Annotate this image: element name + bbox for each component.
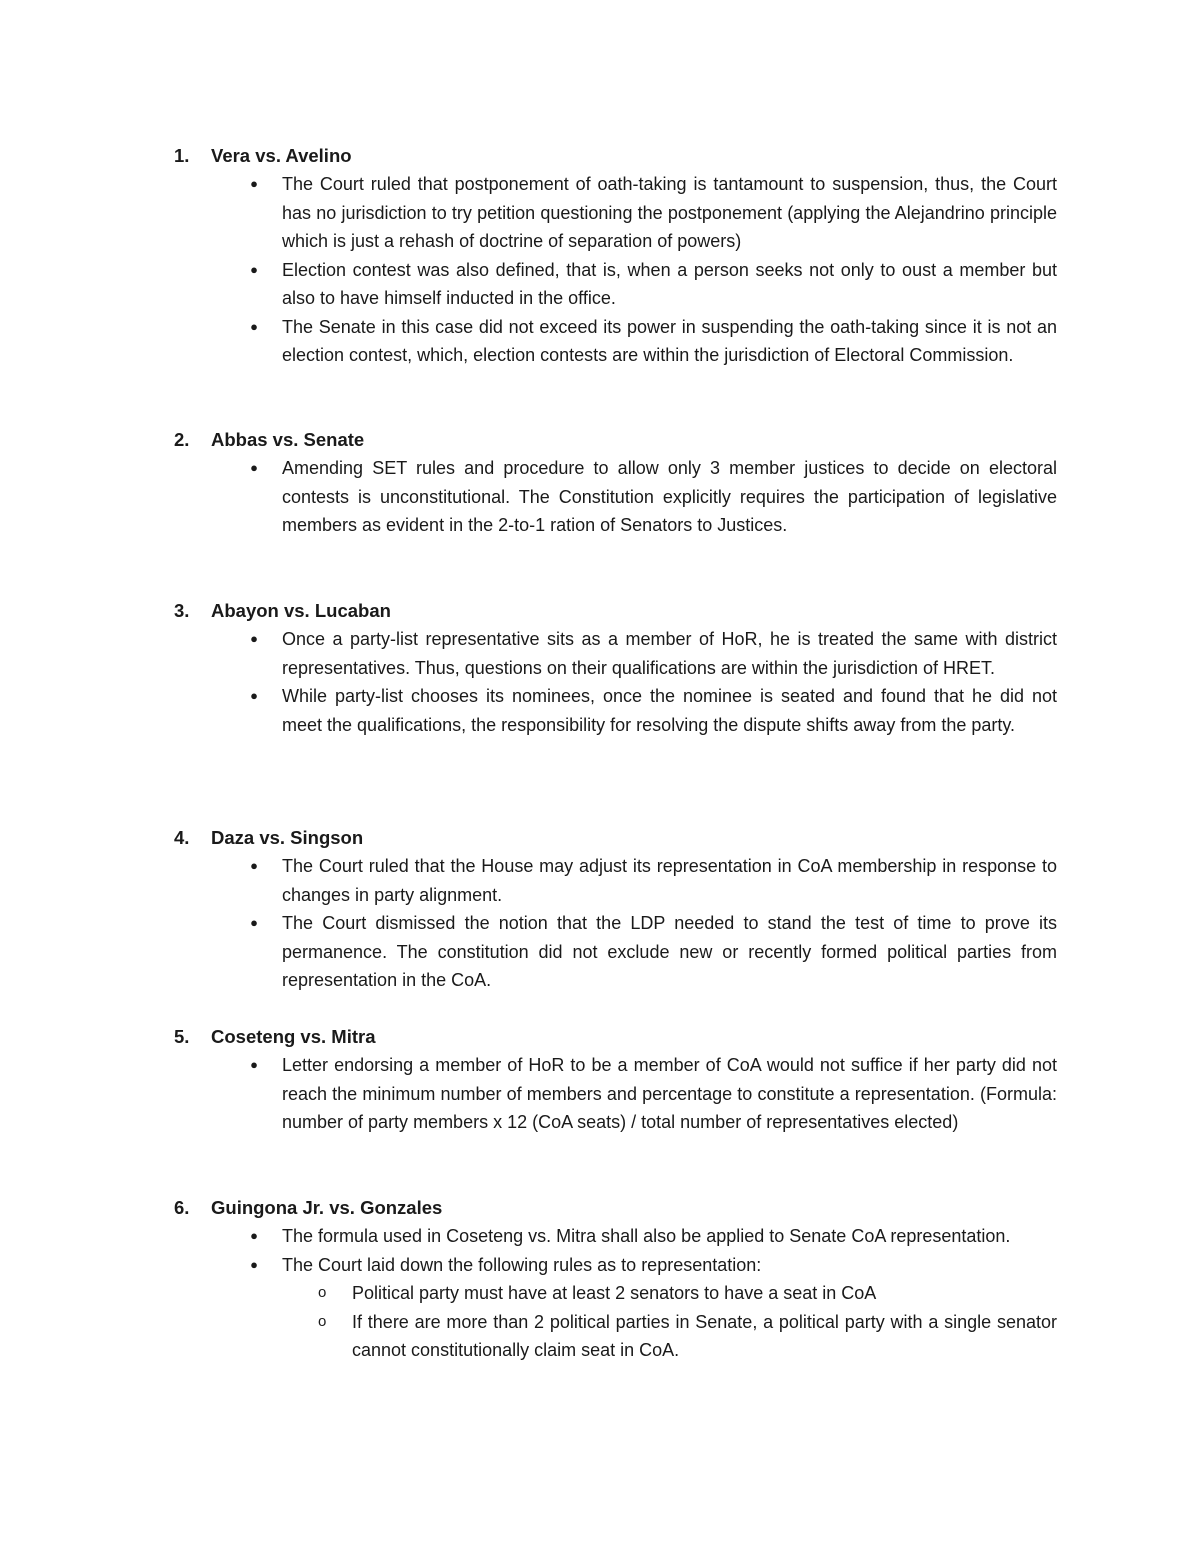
case-point bbox=[250, 625, 1057, 682]
circle-bullet-icon: o bbox=[318, 1284, 327, 1301]
bullet-icon: ● bbox=[250, 261, 258, 277]
case-title: Abayon vs. Lucaban bbox=[211, 600, 391, 621]
bullet-icon: ● bbox=[250, 915, 258, 930]
case-heading bbox=[0, 425, 1200, 454]
point-text: While party-list chooses its nominees, once the nominee is seated and found that he did not meet the qualifications, the responsibility for resolving the dispute shifts away from the party. bbox=[282, 686, 1057, 735]
case-points bbox=[0, 1051, 1200, 1137]
point-text: The formula used in Coseteng vs. Mitra shall also be applied to Senate CoA representation. bbox=[282, 1226, 1011, 1246]
case-heading bbox=[0, 1193, 1200, 1222]
case-item bbox=[0, 823, 1200, 995]
bullet-icon: ● bbox=[250, 1057, 258, 1072]
case-title: Guingona Jr. vs. Gonzales bbox=[211, 1197, 443, 1218]
case-subpoint bbox=[318, 1308, 1057, 1365]
bullet-icon: ● bbox=[250, 318, 258, 334]
case-number: 2. bbox=[174, 429, 190, 450]
case-number: 3. bbox=[174, 600, 190, 621]
case-point bbox=[250, 256, 1057, 313]
case-point bbox=[250, 313, 1057, 370]
case-points bbox=[0, 852, 1200, 995]
bullet-icon: ● bbox=[250, 1256, 258, 1272]
case-points bbox=[0, 625, 1200, 739]
case-item bbox=[0, 1022, 1200, 1137]
point-text: Amending SET rules and procedure to allow only 3 member justices to decide on electoral contests is unconstitutional. The Constitution explicitly requires the participation of legislative members as evident in the 2-to-1 ration of Senators to Justices. bbox=[282, 458, 1057, 535]
point-text: Once a party-list representative sits as a member of HoR, he is treated the same with district representatives. Thus, questions on their qualifications are within the jurisdiction of HRET. bbox=[282, 629, 1057, 678]
case-number: 4. bbox=[174, 827, 190, 848]
bullet-icon: ● bbox=[250, 688, 258, 703]
case-title: Coseteng vs. Mitra bbox=[211, 1026, 376, 1047]
bullet-icon: ● bbox=[250, 1228, 258, 1243]
subpoint-text: Political party must have at least 2 senators to have a seat in CoA bbox=[352, 1283, 877, 1303]
case-heading bbox=[0, 596, 1200, 625]
bullet-icon: ● bbox=[250, 460, 258, 475]
circle-bullet-icon: o bbox=[318, 1312, 327, 1330]
point-text: The Court ruled that the House may adjust its representation in CoA membership in response to changes in party alignment. bbox=[282, 856, 1057, 905]
point-text: The Court ruled that postponement of oath-taking is tantamount to suspension, thus, the Court has no jurisdiction to try petition questioning the postponement (applying the Alejandrino principle which is just a rehash of doctrine of separation of powers) bbox=[282, 174, 1057, 251]
point-text: The Court dismissed the notion that the LDP needed to stand the test of time to prove its permanence. The constitution did not exclude new or recently formed political parties from representation in the CoA. bbox=[282, 913, 1057, 990]
case-heading bbox=[0, 1022, 1200, 1051]
case-points bbox=[0, 1222, 1200, 1365]
case-number: 5. bbox=[174, 1026, 190, 1047]
case-point bbox=[250, 1222, 1057, 1251]
case-points bbox=[0, 170, 1200, 370]
point-text: Letter endorsing a member of HoR to be a member of CoA would not suffice if her party did not reach the minimum number of members and percentage to constitute a representation. (Formula: number of party members x 12 (CoA seats) / total number of representatives elected) bbox=[282, 1055, 1057, 1132]
case-number: 6. bbox=[174, 1197, 190, 1218]
case-item bbox=[0, 141, 1200, 370]
case-point bbox=[250, 170, 1057, 256]
subpoint-text: If there are more than 2 political parties in Senate, a political party with a single senator cannot constitutionally claim seat in CoA. bbox=[352, 1311, 1057, 1360]
case-number: 1. bbox=[174, 145, 190, 166]
case-point bbox=[250, 454, 1057, 540]
point-text: Election contest was also defined, that is, when a person seeks not only to oust a member but also to have himself inducted in the office. bbox=[282, 259, 1057, 308]
case-point bbox=[250, 1251, 1057, 1365]
bullet-icon: ● bbox=[250, 631, 258, 646]
bullet-icon: ● bbox=[250, 176, 258, 191]
case-item bbox=[0, 1193, 1200, 1365]
case-title: Abbas vs. Senate bbox=[211, 429, 365, 450]
case-item bbox=[0, 425, 1200, 540]
case-point bbox=[250, 852, 1057, 909]
case-subpoints bbox=[0, 1279, 1200, 1365]
case-item bbox=[0, 596, 1200, 739]
bullet-icon: ● bbox=[250, 858, 258, 873]
case-title: Vera vs. Avelino bbox=[211, 145, 352, 166]
case-point bbox=[250, 1051, 1057, 1137]
point-text: The Court laid down the following rules as to representation: bbox=[282, 1254, 762, 1275]
case-heading bbox=[0, 141, 1200, 170]
case-title: Daza vs. Singson bbox=[211, 827, 364, 848]
case-heading bbox=[0, 823, 1200, 852]
case-points bbox=[0, 454, 1200, 540]
case-subpoint bbox=[318, 1279, 1057, 1308]
case-point bbox=[250, 909, 1057, 995]
case-point bbox=[250, 682, 1057, 739]
point-text: The Senate in this case did not exceed its power in suspending the oath-taking since it is not an election contest, which, election contests are within the jurisdiction of Electoral Commission. bbox=[282, 316, 1057, 365]
